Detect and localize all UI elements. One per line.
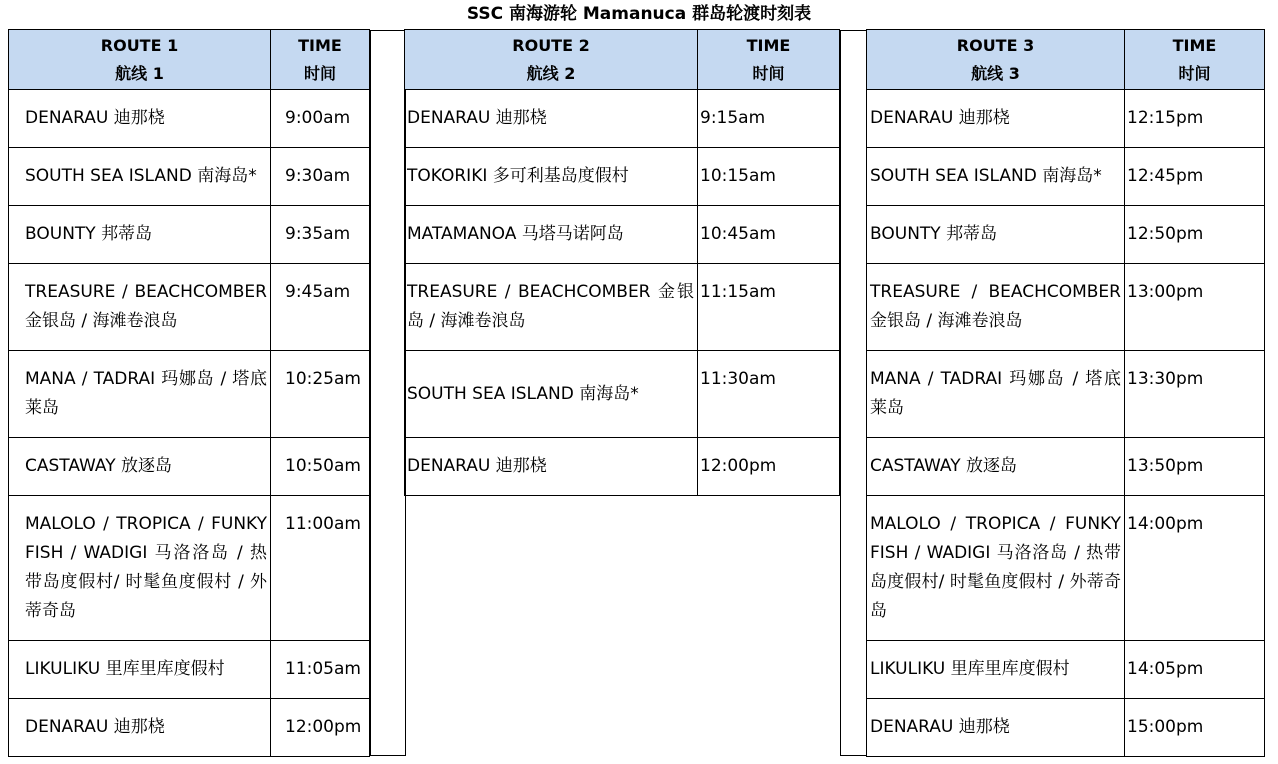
- route-3-stop-name: CASTAWAY 放逐岛: [866, 437, 1125, 496]
- route-1-stop-name: MANA / TADRAI 玛娜岛 / 塔底莱岛: [8, 350, 271, 438]
- route-2-header: ROUTE 2 航线 2: [404, 29, 698, 90]
- route-3-stop-name: DENARAU 迪那桡: [866, 698, 1125, 757]
- route-1-stop-time: 9:35am: [270, 205, 370, 264]
- route-1-header: ROUTE 1 航线 1: [8, 29, 271, 90]
- route-3-stop-time: 13:00pm: [1124, 263, 1265, 351]
- column-gap-1: [370, 30, 406, 756]
- route-2-time-header: TIME 时间: [697, 29, 840, 90]
- route-3-stop-name: DENARAU 迪那桡: [866, 89, 1125, 148]
- route-1-stop-time: 9:30am: [270, 147, 370, 206]
- route-1-stop-time: 9:00am: [270, 89, 370, 148]
- route-2-stop-time: 11:15am: [697, 263, 840, 351]
- route-2-stop-time: 9:15am: [697, 89, 840, 148]
- route-3-stop-name: MANA / TADRAI 玛娜岛 / 塔底莱岛: [866, 350, 1125, 438]
- route-1-time-header: TIME 时间: [270, 29, 370, 90]
- route-3-stop-name: LIKULIKU 里库里库度假村: [866, 640, 1125, 699]
- route-1-stop-name: DENARAU 迪那桡: [8, 89, 271, 148]
- route-2-stop-name: TOKORIKI 多可利基岛度假村: [404, 147, 698, 206]
- route-3-stop-time: 12:50pm: [1124, 205, 1265, 264]
- route-3-stop-time: 14:00pm: [1124, 495, 1265, 641]
- route-2-stop-name: DENARAU 迪那桡: [404, 89, 698, 148]
- route-3-stop-time: 12:45pm: [1124, 147, 1265, 206]
- route-1-stop-time: 9:45am: [270, 263, 370, 351]
- route-2-stop-name: SOUTH SEA ISLAND 南海岛*: [404, 350, 698, 438]
- route-3-stop-time: 15:00pm: [1124, 698, 1265, 757]
- page-title: SSC 南海游轮 Mamanuca 群岛轮渡时刻表: [466, 4, 812, 24]
- route-3-stop-name: MALOLO / TROPICA / FUNKY FISH / WADIGI 马洛洛岛 / 热带岛度假村/ 时髦鱼度假村 / 外蒂奇岛: [866, 495, 1125, 641]
- route-2-stop-name: MATAMANOA 马塔马诺阿岛: [404, 205, 698, 264]
- route-1-stop-time: 12:00pm: [270, 698, 370, 757]
- route-1-stop-name: BOUNTY 邦蒂岛: [8, 205, 271, 264]
- route-3-stop-time: 12:15pm: [1124, 89, 1265, 148]
- route-1-stop-name: TREASURE / BEACHCOMBER 金银岛 / 海滩卷浪岛: [8, 263, 271, 351]
- route-2-stop-time: 12:00pm: [697, 437, 840, 496]
- route-2-stop-time: 11:30am: [697, 350, 840, 438]
- route-2-stop-name: TREASURE / BEACHCOMBER 金银岛 / 海滩卷浪岛: [404, 263, 698, 351]
- route-3-header: ROUTE 3 航线 3: [866, 29, 1125, 90]
- route-1-stop-time: 10:50am: [270, 437, 370, 496]
- route-2-stop-time: 10:15am: [697, 147, 840, 206]
- route-3-stop-time: 13:50pm: [1124, 437, 1265, 496]
- route-1-stop-time: 11:05am: [270, 640, 370, 699]
- route-2-stop-name: DENARAU 迪那桡: [404, 437, 698, 496]
- column-gap-2: [840, 30, 867, 756]
- route-1-stop-name: CASTAWAY 放逐岛: [8, 437, 271, 496]
- route-1-stop-name: MALOLO / TROPICA / FUNKY FISH / WADIGI 马洛洛岛 / 热带岛度假村/ 时髦鱼度假村 / 外蒂奇岛: [8, 495, 271, 641]
- route-1-stop-name: DENARAU 迪那桡: [8, 698, 271, 757]
- route-3-stop-name: TREASURE / BEACHCOMBER 金银岛 / 海滩卷浪岛: [866, 263, 1125, 351]
- route-3-time-header: TIME 时间: [1124, 29, 1265, 90]
- route-3-stop-name: BOUNTY 邦蒂岛: [866, 205, 1125, 264]
- route-3-stop-time: 14:05pm: [1124, 640, 1265, 699]
- route-1-stop-time: 10:25am: [270, 350, 370, 438]
- route-2-stop-time: 10:45am: [697, 205, 840, 264]
- route-1-stop-time: 11:00am: [270, 495, 370, 641]
- route-1-stop-name: LIKULIKU 里库里库度假村: [8, 640, 271, 699]
- route-1-stop-name: SOUTH SEA ISLAND 南海岛*: [8, 147, 271, 206]
- route-3-stop-time: 13:30pm: [1124, 350, 1265, 438]
- route-3-stop-name: SOUTH SEA ISLAND 南海岛*: [866, 147, 1125, 206]
